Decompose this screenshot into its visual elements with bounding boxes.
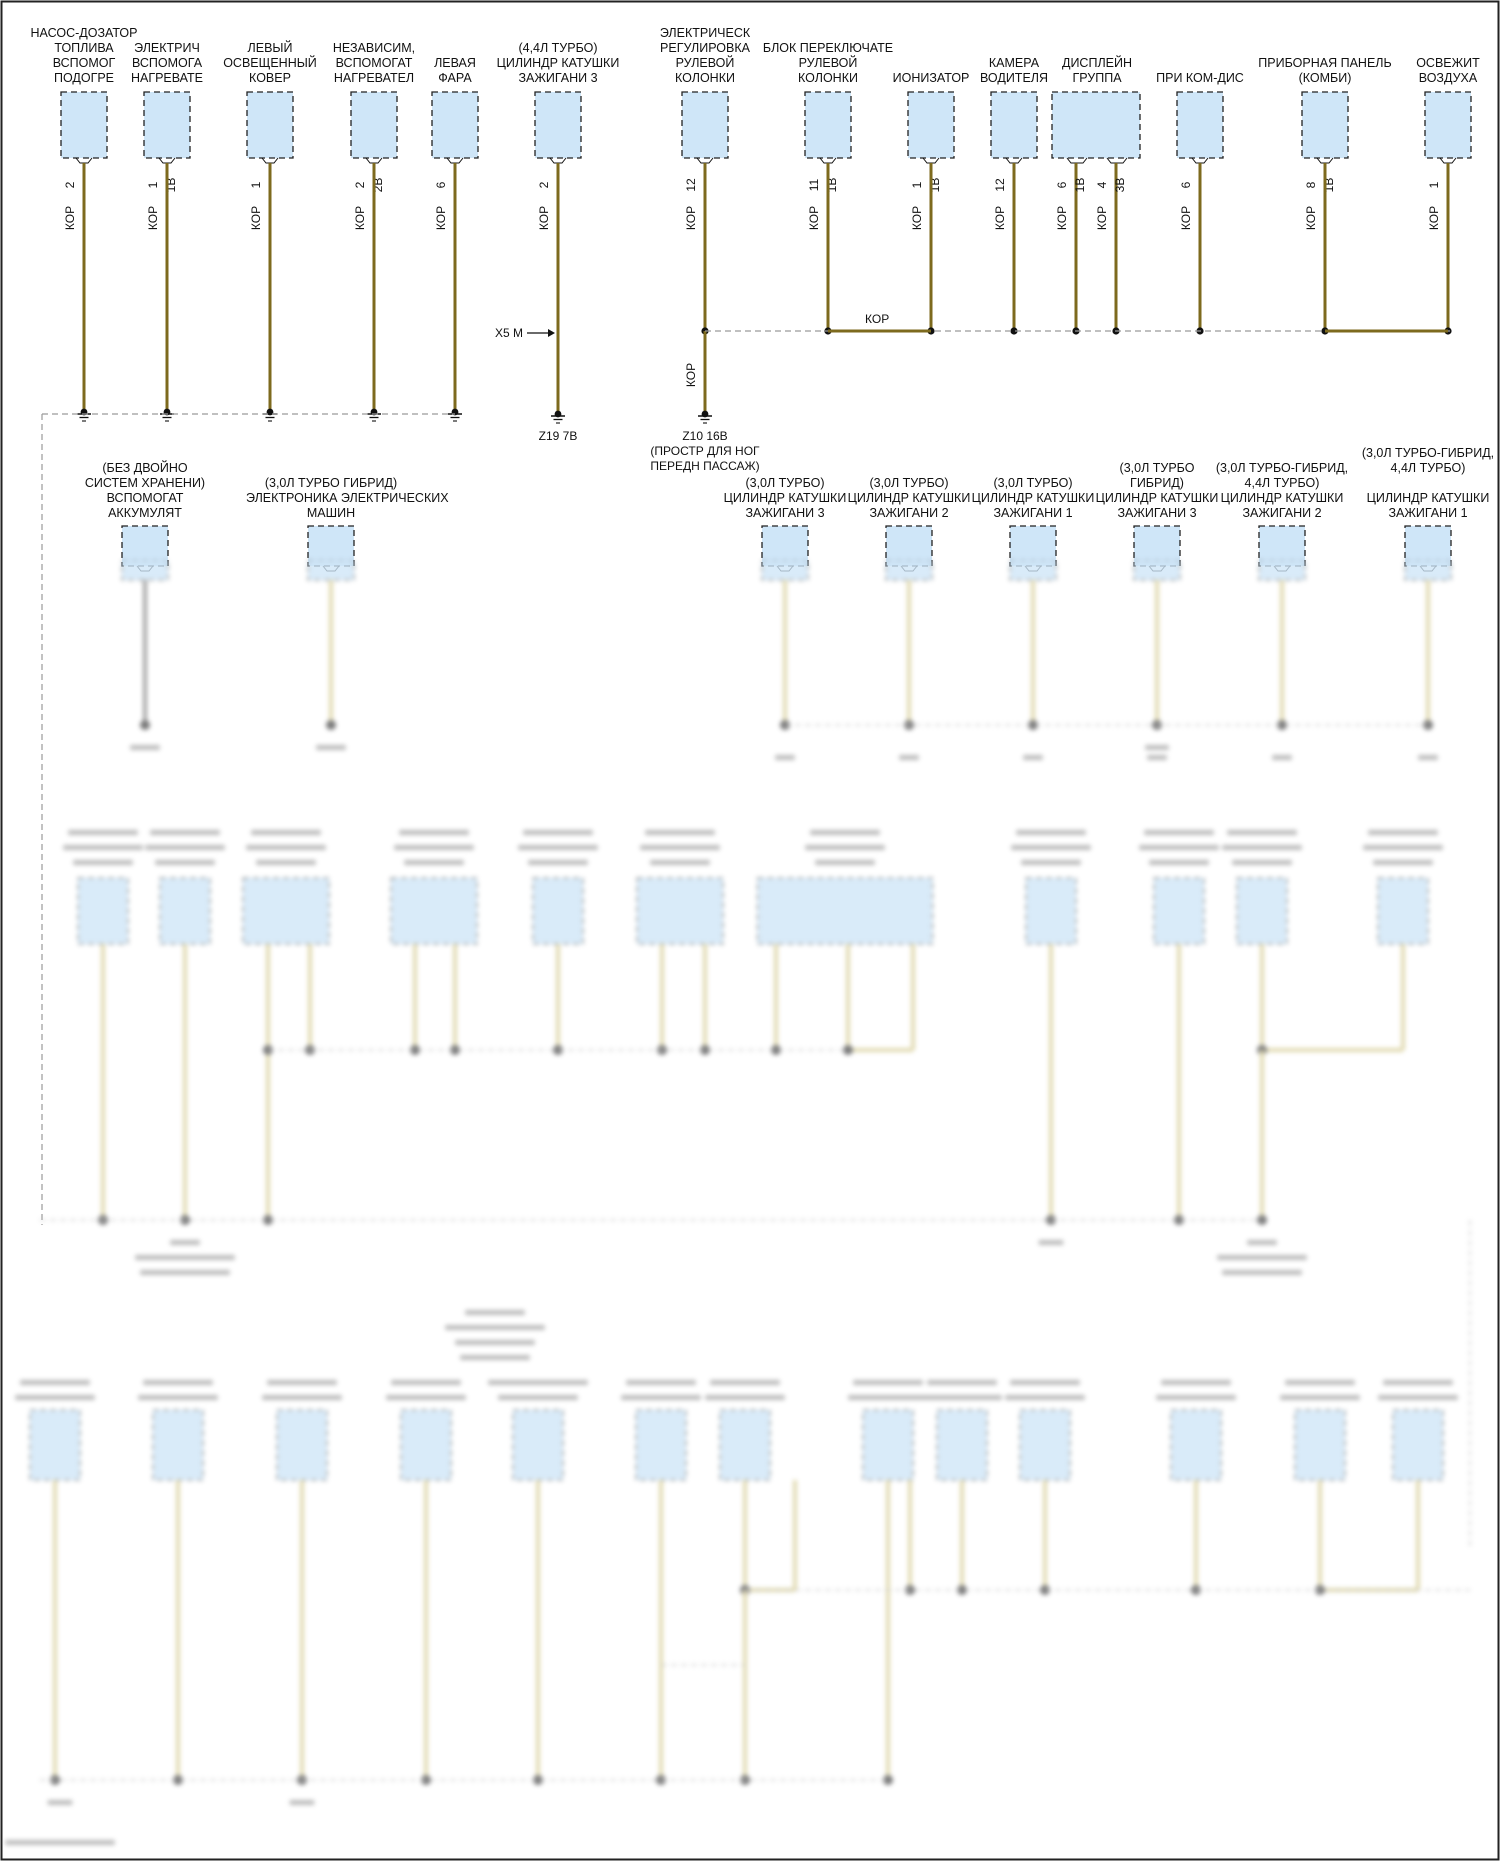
blurred-text (922, 1395, 1002, 1400)
connector-notch (159, 158, 175, 163)
component-box (886, 560, 932, 580)
component-box (153, 1410, 203, 1480)
component-box (122, 560, 168, 580)
wire-color-label: КОР (684, 362, 698, 388)
blurred-text (386, 1395, 466, 1400)
component-box-t10 (991, 92, 1037, 158)
component-box-t4 (351, 92, 397, 158)
component-label-t11: ДИСПЛЕЙН ГРУППА (1061, 56, 1132, 85)
component-box (308, 560, 354, 580)
blurred-text (523, 830, 593, 835)
wire-color-label: КОР (1095, 205, 1109, 231)
blurred-text (256, 860, 316, 865)
component-label-t2: ЭЛЕКТРИЧ ВСПОМОГА НАГРЕВАТЕ (130, 41, 204, 85)
blurred-text (150, 830, 220, 835)
pin-label: 6 (1055, 181, 1069, 189)
blurred-text (130, 745, 160, 750)
connector-notch (697, 158, 713, 163)
component-box (1010, 560, 1056, 580)
blurred-text (465, 1310, 525, 1315)
blurred-text (518, 845, 598, 850)
ground-z10-label: (ПРОСТР ДЛЯ НОГ (650, 444, 760, 458)
blurred-text (1147, 755, 1167, 760)
wire-color-label: КОР (1304, 205, 1318, 231)
ground-symbol (551, 411, 565, 423)
blurred-text (1021, 860, 1081, 865)
blurred-text (853, 1380, 923, 1385)
pin-label: 11 (807, 178, 821, 192)
blurred-text (805, 845, 885, 850)
blurred-text (1232, 860, 1292, 865)
connector-notch (1067, 158, 1087, 163)
pin-label: 2 (537, 181, 551, 189)
component-label-m7: (3,0Л ТУРБО-ГИБРИД, 4,4Л ТУРБО) ЦИЛИНДР КАТУШКИ ЗАЖИГАНИ 2 (1215, 461, 1349, 520)
blurred-text (705, 1395, 785, 1400)
component-label-t13: ПРИБОРНАЯ ПАНЕЛЬ (КОМБИ) (1258, 56, 1392, 85)
connector-notch (1317, 158, 1333, 163)
component-box (1134, 560, 1180, 580)
blurred-text (68, 830, 138, 835)
blurred-text (155, 860, 215, 865)
blurred-text (1039, 1240, 1064, 1245)
component-box (720, 1410, 770, 1480)
connector-notch (1107, 158, 1127, 163)
pin-label: 1В (928, 177, 942, 193)
component-box (1295, 1410, 1345, 1480)
connector-x5-label: X5 M (495, 326, 524, 340)
blurred-text (246, 845, 326, 850)
blurred-text (145, 845, 225, 850)
wire-color-label: КОР (434, 205, 448, 231)
component-box (637, 878, 723, 944)
component-label-t3: ЛЕВЫЙ ОСВЕЩЕННЫЙ КОВЕР (223, 41, 317, 85)
blurred-text (1149, 860, 1209, 865)
pin-label: 1 (910, 181, 924, 189)
component-label-m6: (3,0Л ТУРБО ГИБРИД) ЦИЛИНДР КАТУШКИ ЗАЖИГАНИ 3 (1095, 461, 1219, 520)
component-box (937, 1410, 987, 1480)
blurred-text (810, 830, 880, 835)
wire-color-label: КОР (993, 205, 1007, 231)
ground-symbol (77, 409, 91, 421)
blurred-text (775, 755, 795, 760)
blurred-text (140, 1270, 230, 1275)
blurred-text (1011, 845, 1091, 850)
component-box (391, 878, 477, 944)
component-label-m5: (3,0Л ТУРБО) ЦИЛИНДР КАТУШКИ ЗАЖИГАНИ 1 (971, 476, 1095, 520)
blurred-text (399, 830, 469, 835)
wire-color-label: КОР (1055, 205, 1069, 231)
component-label-m3: (3,0Л ТУРБО) ЦИЛИНДР КАТУШКИ ЗАЖИГАНИ 3 (723, 476, 847, 520)
component-box-t14 (1425, 92, 1471, 158)
component-box (1026, 878, 1076, 944)
ground-z19-label: Z19 7В (538, 429, 578, 443)
pin-label: 3В (1113, 177, 1127, 193)
component-label-t14: ОСВЕЖИТ ВОЗДУХА (1416, 56, 1480, 85)
blurred-text (848, 1395, 928, 1400)
connector-notch (262, 158, 278, 163)
component-box (533, 878, 583, 944)
bus-wire-label: КОР (865, 312, 890, 326)
component-box-t2 (144, 92, 190, 158)
pin-label: 1В (1322, 177, 1336, 193)
blurred-text (1383, 1380, 1453, 1385)
component-box (30, 1410, 80, 1480)
ground-symbol (448, 409, 462, 421)
blurred-text (1418, 755, 1438, 760)
pin-label: 1 (146, 181, 160, 189)
pin-label: 2 (353, 181, 367, 189)
blurred-text (1145, 745, 1169, 750)
blurred-text (1373, 860, 1433, 865)
blurred-text (455, 1340, 535, 1345)
blurred-text (1363, 845, 1443, 850)
pin-label: 6 (434, 181, 448, 189)
blurred-text (1156, 1395, 1236, 1400)
wire-color-label: КОР (146, 205, 160, 231)
blurred-text (48, 1800, 73, 1805)
connector-notch (1006, 158, 1022, 163)
wire-color-label: КОР (684, 205, 698, 231)
component-box (636, 1410, 686, 1480)
blurred-text (1005, 1395, 1085, 1400)
blurred-text (73, 860, 133, 865)
ground-symbol (367, 409, 381, 421)
blurred-text (626, 1380, 696, 1385)
wire-color-label: КОР (537, 205, 551, 231)
blurred-text (1161, 1380, 1231, 1385)
component-box (762, 560, 808, 580)
component-box (401, 1410, 451, 1480)
wire-color-label: КОР (1179, 205, 1193, 231)
blurred-text (1285, 1380, 1355, 1385)
component-box (1020, 1410, 1070, 1480)
junction-dot (140, 720, 150, 730)
component-box (1259, 560, 1305, 580)
blurred-text (460, 1355, 530, 1360)
blurred-text (927, 1380, 997, 1385)
connector-notch (923, 158, 939, 163)
component-box (758, 878, 933, 944)
component-box (243, 878, 329, 944)
ground-z10-label: ПЕРЕДН ПАССАЖ) (650, 459, 760, 473)
wire-color-label: КОР (807, 205, 821, 231)
component-box-t5 (432, 92, 478, 158)
blurred-text (391, 1380, 461, 1385)
connector-notch (820, 158, 836, 163)
blurred-text (1272, 755, 1292, 760)
blurred-text (316, 745, 346, 750)
pin-label: 1 (249, 181, 263, 189)
blurred-text (498, 1395, 578, 1400)
component-label-t1: НАСОС-ДОЗАТОР ТОПЛИВА ВСПОМОГ ПОДОГРЕ (30, 26, 138, 85)
blurred-text (63, 845, 143, 850)
blurred-text (170, 1240, 200, 1245)
blurred-text (815, 860, 875, 865)
blurred-text (640, 845, 720, 850)
blurred-text (1144, 830, 1214, 835)
component-box (277, 1410, 327, 1480)
component-label-m8: (3,0Л ТУРБО-ГИБРИД, 4,4Л ТУРБО) ЦИЛИНДР КАТУШКИ ЗАЖИГАНИ 1 (1361, 446, 1495, 520)
component-label-t6: (4,4Л ТУРБО) ЦИЛИНДР КАТУШКИ ЗАЖИГАНИ 3 (496, 41, 620, 85)
pin-label: 4 (1095, 181, 1109, 189)
blurred-text (1227, 830, 1297, 835)
blurred-text (1217, 1255, 1307, 1260)
component-box (160, 878, 210, 944)
blurred-text (1222, 1270, 1302, 1275)
component-box (1393, 1410, 1443, 1480)
component-box-t3 (247, 92, 293, 158)
junction-dot (326, 720, 336, 730)
component-box (1237, 878, 1287, 944)
blurred-text (135, 1255, 235, 1260)
connector-notch (366, 158, 382, 163)
blurred-text (650, 860, 710, 865)
component-label-t8: БЛОК ПЕРЕКЛЮЧАТЕ РУЛЕВОЙ КОЛОНКИ (762, 41, 894, 85)
blurred-text (1023, 755, 1043, 760)
component-box (1378, 878, 1428, 944)
component-label-m4: (3,0Л ТУРБО) ЦИЛИНДР КАТУШКИ ЗАЖИГАНИ 2 (847, 476, 971, 520)
blurred-text (143, 1380, 213, 1385)
pin-label: 12 (684, 178, 698, 192)
blurred-text (1368, 830, 1438, 835)
pin-label: 2В (371, 177, 385, 193)
blurred-text (1280, 1395, 1360, 1400)
blurred-text (1222, 845, 1302, 850)
component-box (1154, 878, 1204, 944)
component-label-m1: (БЕЗ ДВОЙНО СИСТЕМ ХРАНЕНИ) ВСПОМОГАТ АККУМУЛЯТ (84, 461, 206, 520)
ground-z10-label: Z10 16В (682, 429, 728, 443)
ground-symbol (263, 409, 277, 421)
pin-label: 12 (993, 178, 1007, 192)
blurred-text (445, 1325, 545, 1330)
pin-label: 1В (164, 177, 178, 193)
pin-label: 2 (63, 181, 77, 189)
blurred-text (15, 1395, 95, 1400)
wire-color-label: КОР (249, 205, 263, 231)
component-box (863, 1410, 913, 1480)
ground-symbol (698, 411, 712, 423)
pin-label: 1В (1073, 177, 1087, 193)
component-label-t5: ЛЕВАЯ ФАРА (434, 56, 476, 85)
component-box-t7 (682, 92, 728, 158)
wire-color-label: КОР (63, 205, 77, 231)
pin-label: 1 (1427, 181, 1441, 189)
component-box (1171, 1410, 1221, 1480)
blurred-text (1139, 845, 1219, 850)
blurred-lower-section (0, 560, 1500, 1861)
blurred-text (20, 1380, 90, 1385)
connector-notch (550, 158, 566, 163)
wire-color-label: КОР (1427, 205, 1441, 231)
display-group-box (1052, 92, 1140, 158)
blurred-text (251, 830, 321, 835)
component-label-t4: НЕЗАВИСИМ, ВСПОМОГАТ НАГРЕВАТЕЛ (332, 41, 416, 85)
component-label-t9: ИОНИЗАТОР (892, 71, 970, 85)
component-box (1405, 560, 1451, 580)
pin-label: 1В (825, 177, 839, 193)
connector-notch (1192, 158, 1208, 163)
component-box-t1 (61, 92, 107, 158)
connector-notch (1440, 158, 1456, 163)
blurred-text (5, 1840, 115, 1845)
blurred-text (528, 860, 588, 865)
component-label-t7: ЭЛЕКТРИЧЕСК РЕГУЛИРОВКА РУЛЕВОЙ КОЛОНКИ (659, 26, 751, 85)
blurred-text (404, 860, 464, 865)
wire-color-label: КОР (353, 205, 367, 231)
component-label-t10: КАМЕРА ВОДИТЕЛЯ (979, 56, 1049, 85)
blurred-text (394, 845, 474, 850)
connector-arrowhead (548, 329, 555, 337)
blurred-text (290, 1800, 315, 1805)
component-box (78, 878, 128, 944)
blurred-text (899, 755, 919, 760)
blurred-text (1016, 830, 1086, 835)
wire-color-label: КОР (910, 205, 924, 231)
pin-label: 8 (1304, 181, 1318, 189)
component-box-t9 (908, 92, 954, 158)
component-box (513, 1410, 563, 1480)
blurred-text (710, 1380, 780, 1385)
blurred-text (267, 1380, 337, 1385)
blurred-text (488, 1380, 588, 1385)
ground-symbol (160, 409, 174, 421)
blurred-text (621, 1395, 701, 1400)
blurred-text (262, 1395, 342, 1400)
component-box-t12 (1177, 92, 1223, 158)
pin-label: 6 (1179, 181, 1193, 189)
component-label-m2: (3,0Л ТУРБО ГИБРИД) ЭЛЕКТРОНИКА ЭЛЕКТРИЧЕСКИХ МАШИН (246, 476, 449, 520)
blurred-text (1010, 1380, 1080, 1385)
blurred-text (138, 1395, 218, 1400)
connector-notch (447, 158, 463, 163)
blurred-text (645, 830, 715, 835)
component-box-t13 (1302, 92, 1348, 158)
blurred-text (1378, 1395, 1458, 1400)
component-box-t6 (535, 92, 581, 158)
blurred-text (1247, 1240, 1277, 1245)
component-box-t8 (805, 92, 851, 158)
connector-notch (76, 158, 92, 163)
component-label-t12: ПРИ КОМ-ДИС (1156, 71, 1244, 85)
